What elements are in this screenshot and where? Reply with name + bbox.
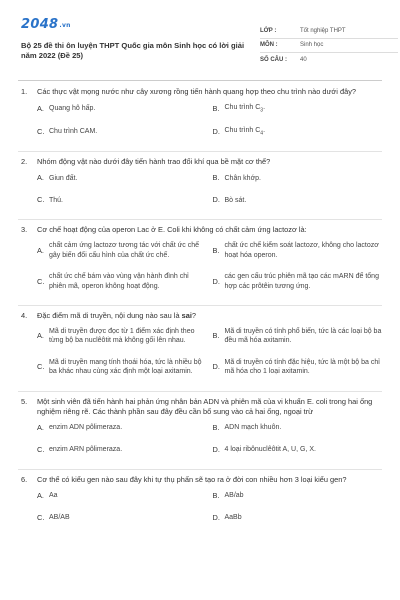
option-c[interactable]: C. chất ức chế bám vào vùng vận hành đình chỉ phiên mã, operon không hoạt động. (37, 273, 189, 290)
option-a[interactable]: A. chất cảm ứng lactozơ tương tác với chất ức chế gây biến đổi cấu hình của chất ức chế. (37, 242, 200, 259)
question-number: 5. (21, 396, 28, 406)
meta-label: LỚP : (260, 28, 277, 35)
meta-value: Tốt nghiệp THPT (300, 28, 346, 35)
meta-label: SỐ CÂU : (260, 56, 287, 63)
option-d[interactable]: D. 4 loại ribônuclêôtit A, U, G, X. (212, 444, 316, 454)
question-number: 1. (21, 87, 28, 96)
question-number: 4. (21, 310, 28, 320)
meta-value: 40 (300, 56, 307, 63)
question-list (18, 82, 382, 523)
option-d[interactable]: D. Chu trình $C_4$. (212, 126, 266, 137)
option-a[interactable]: A. enzim ADN pôlimeraza. (37, 422, 123, 432)
site-logo[interactable]: 2048.vn (21, 17, 71, 32)
meta-value: Sinh học (300, 42, 324, 49)
option-b[interactable]: B. AB/ab (212, 490, 244, 500)
question-text: Đặc điểm mã di truyền, nội dung nào sau là sai? (37, 310, 197, 320)
option-a[interactable]: A. Mã di truyền được đọc từ 1 điểm xác định theo từng bộ ba nuclêôtit mà không gối lên nhau. (37, 327, 195, 345)
exam-meta (260, 25, 398, 67)
header-divider (18, 80, 382, 81)
option-c[interactable]: C. AB/AB (37, 512, 70, 522)
question-text: Các thực vật mọng nước như cây xương rồng tiến hành quang hợp theo chu trình nào dưới đây? (37, 87, 356, 96)
option-c[interactable]: C. Thú. (37, 195, 64, 205)
question-2 (18, 152, 382, 220)
question-text: Một sinh viên đã tiến hành hai phản ứng nhân bản ADN và phiên mã của vi khuẩn E. coli trong hai ống nghiệm riêng rẽ. Các thành phần sau đây đều cần bổ sung vào cả hai ống, ngoại trừ (37, 396, 373, 416)
option-b[interactable]: B. ADN mạch khuôn. (212, 422, 282, 432)
question-6 (18, 470, 382, 523)
exam-header (18, 10, 382, 78)
question-4 (18, 306, 382, 392)
option-d[interactable]: D. Bò sát. (212, 195, 247, 205)
option-c[interactable]: C. Chu trình CAM. (37, 126, 98, 136)
meta-row-class (260, 25, 398, 39)
option-b[interactable]: B. Chu trình $C_3$. (212, 103, 266, 114)
question-5 (18, 392, 382, 470)
question-number: 3. (21, 225, 28, 235)
option-c[interactable]: C. Mã di truyền mang tính thoái hóa, tức là nhiều bộ ba khác nhau cùng xác định một loại axitamin. (37, 358, 202, 376)
question-3 (18, 220, 382, 306)
exam-title: Bộ 25 đề thi ôn luyện THPT Quốc gia môn Sinh học có lời giải năm 2022 (Đề 25) (21, 41, 245, 61)
meta-row-subject (260, 39, 398, 53)
option-d[interactable]: D. các gen cấu trúc phiên mã tạo các mARN để tổng hợp các prôtêin tương ứng. (212, 273, 379, 290)
emphasis-sai: sai (181, 310, 192, 320)
option-b[interactable]: B. Mã di truyền có tính phổ biến, tức là các loại bộ ba đều mã hóa axitamin. (212, 327, 382, 345)
meta-label: MÔN : (260, 42, 278, 49)
option-b[interactable]: B. chất ức chế kiểm soát lactozơ, không cho lactozơ hoạt hóa operon. (212, 242, 379, 259)
option-d[interactable]: D. AaBb (212, 512, 242, 522)
meta-row-count (260, 53, 398, 67)
question-number: 2. (21, 157, 28, 167)
option-a[interactable]: A. Aa (37, 490, 58, 500)
question-1 (18, 82, 382, 152)
option-d[interactable]: D. Mã di truyền có tính đặc hiệu, tức là một bộ ba chỉ mã hóa cho 1 loại axitamin. (212, 358, 380, 376)
question-text: Nhóm động vật nào dưới đây tiến hành trao đổi khí qua bề mặt cơ thể? (37, 157, 271, 167)
question-text: Cơ thể có kiểu gen nào sau đây khi tự thụ phấn sẽ tạo ra ở đời con nhiều hơn 3 loại kiểu gen? (37, 474, 347, 484)
question-text: Cơ chế hoạt động của operon Lac ở E. Coli khi không có chất cảm ứng lactozơ là: (37, 225, 307, 235)
question-number: 6. (21, 474, 28, 484)
option-a[interactable]: A. Quang hô hấp. (37, 103, 96, 113)
option-c[interactable]: C. enzim ARN pôlimeraza. (37, 444, 123, 454)
option-a[interactable]: A. Giun đất. (37, 173, 78, 183)
option-b[interactable]: B. Chân khớp. (212, 173, 262, 183)
